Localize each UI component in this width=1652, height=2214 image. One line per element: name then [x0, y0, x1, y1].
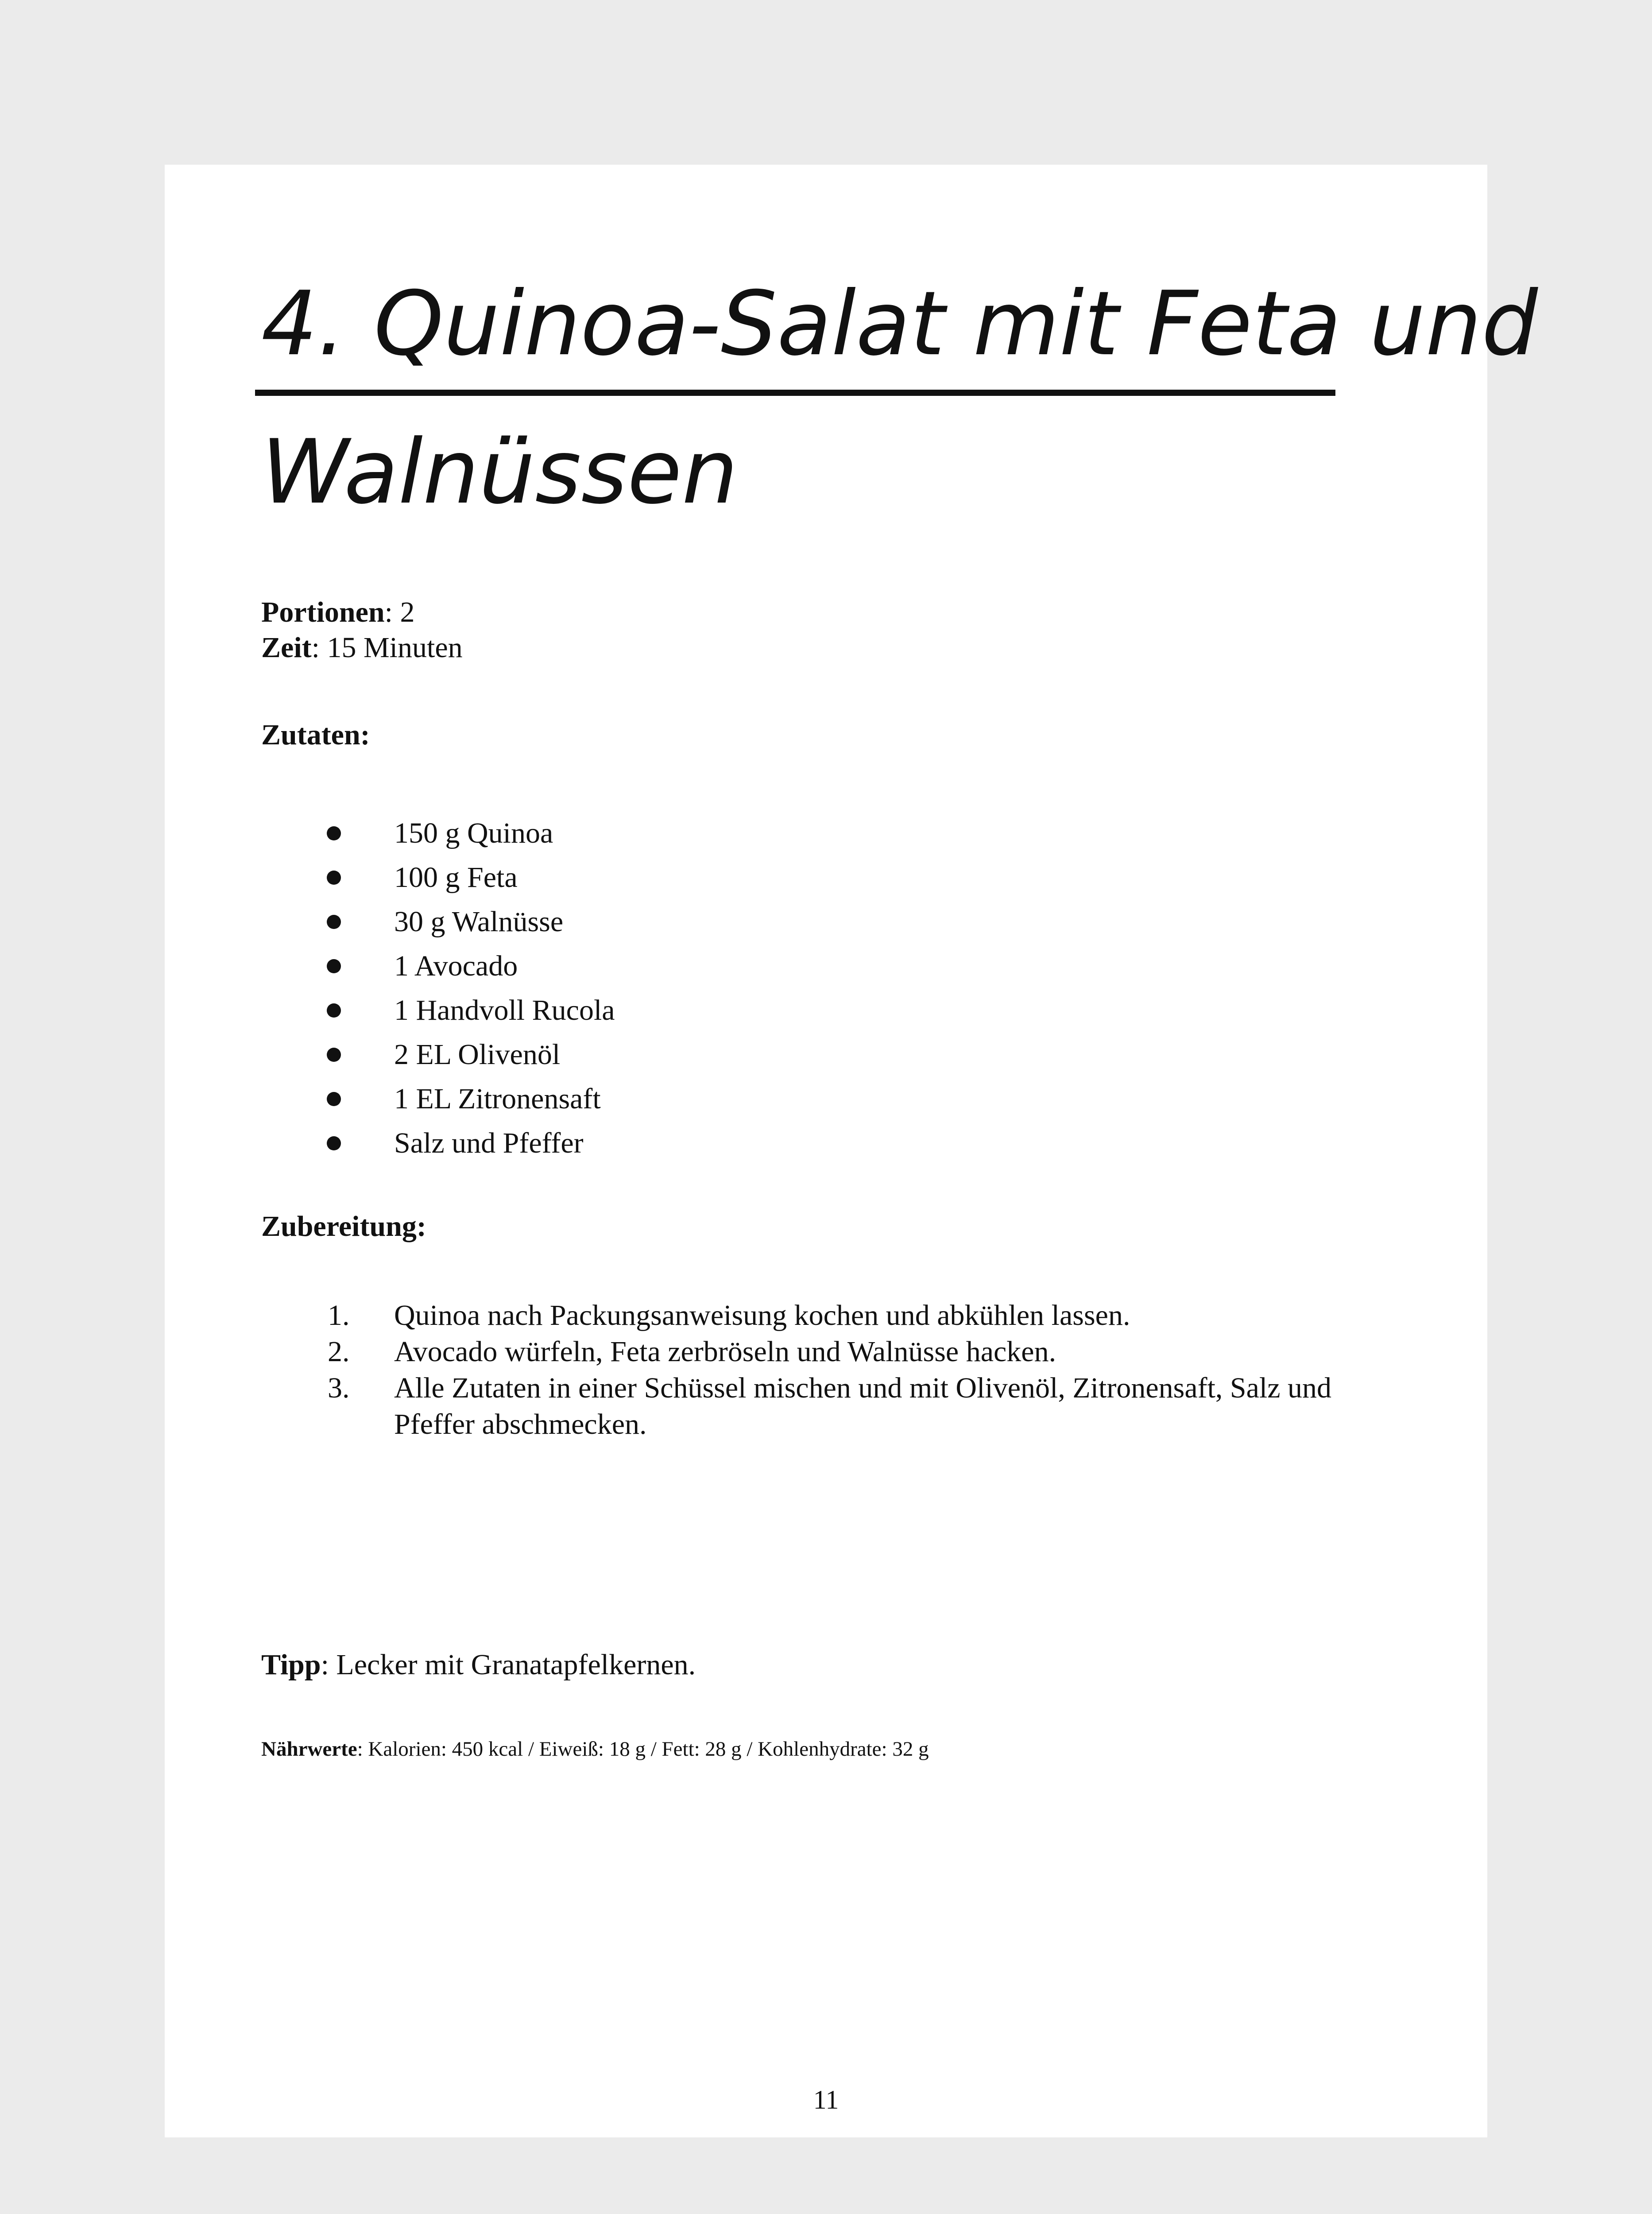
ingredient-item: [261, 1033, 615, 1077]
tip-label: Tipp: [261, 1649, 321, 1681]
ingredient-item: [261, 988, 615, 1033]
ingredient-item: [261, 900, 615, 944]
nutrition-text: : Kalorien: 450 kcal / Eiweiß: 18 g / Fett: 28 g / Kohlenhydrate: 32 g: [357, 1738, 929, 1761]
ingredient-text: 100 g Feta: [394, 861, 518, 894]
bullet-icon: [327, 1048, 341, 1062]
ingredient-text: 1 Handvoll Rucola: [394, 994, 615, 1026]
recipe-title-line-2: Walnüssen: [261, 421, 738, 524]
nutrition-label: Nährwerte: [261, 1738, 357, 1761]
ingredients-heading: Zutaten:: [261, 719, 370, 751]
step-item: [261, 1297, 1404, 1334]
nutrition-row: [261, 1739, 929, 1760]
ingredient-text: Salz und Pfeffer: [394, 1127, 584, 1159]
step-number: 2.: [328, 1335, 350, 1368]
tip-row: [261, 1650, 696, 1680]
step-text: Quinoa nach Packungsanweisung kochen und abkühlen lassen.: [394, 1299, 1130, 1331]
preparation-steps: [261, 1297, 1404, 1443]
bullet-icon: [327, 871, 341, 885]
portions-label: Portionen: [261, 596, 385, 628]
ingredient-item: [261, 1077, 615, 1121]
tip-text: : Lecker mit Granatapfelkernen.: [321, 1649, 696, 1681]
step-text: Avocado würfeln, Feta zerbröseln und Walnüsse hacken.: [394, 1335, 1056, 1368]
time-row: [261, 633, 463, 662]
portions-row: [261, 598, 414, 627]
ingredient-text: 1 Avocado: [394, 950, 518, 982]
time-label: Zeit: [261, 631, 312, 664]
step-number: 3.: [328, 1372, 350, 1404]
step-item: [261, 1334, 1404, 1370]
bullet-icon: [327, 959, 341, 973]
step-number: 1.: [328, 1299, 350, 1331]
bullet-icon: [327, 826, 341, 840]
ingredient-text: 150 g Quinoa: [394, 817, 553, 849]
ingredient-item: [261, 855, 615, 900]
ingredient-text: 1 EL Zitronensaft: [394, 1083, 601, 1115]
page-number: 11: [813, 2085, 839, 2114]
preparation-heading: Zubereitung:: [261, 1210, 426, 1242]
ingredient-item: [261, 1121, 615, 1165]
bullet-icon: [327, 1136, 341, 1150]
portions-value: : 2: [384, 596, 415, 628]
ingredient-item: [261, 944, 615, 988]
ingredients-list: [261, 811, 615, 1165]
ingredient-text: 30 g Walnüsse: [394, 906, 564, 938]
ingredient-text: 2 EL Olivenöl: [394, 1038, 561, 1071]
ingredient-item: [261, 811, 615, 855]
title-underline: [255, 390, 1335, 396]
bullet-icon: [327, 1003, 341, 1018]
bullet-icon: [327, 1092, 341, 1106]
bullet-icon: [327, 915, 341, 929]
recipe-title-line-1: 4. Quinoa-Salat mit Feta und: [261, 272, 1538, 375]
time-value: : 15 Minuten: [311, 631, 463, 664]
step-text: Alle Zutaten in einer Schüssel mischen und mit Olivenöl, Zitronensaft, Salz und Pfeffer abschmecken.: [394, 1372, 1332, 1440]
document-page: [165, 165, 1538, 2137]
step-item: [261, 1370, 1404, 1443]
